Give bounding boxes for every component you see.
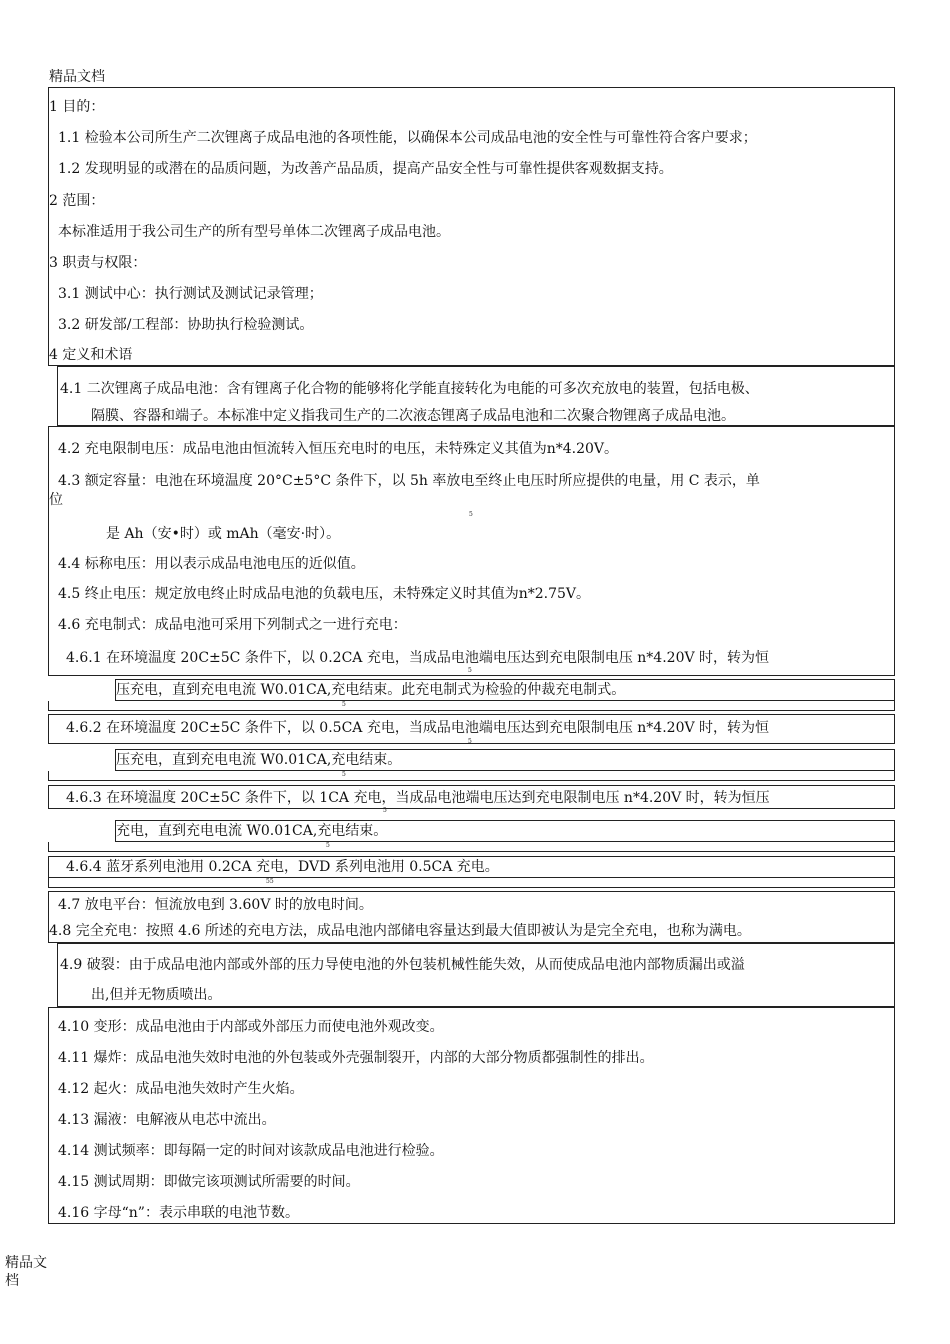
page-marker: 5 xyxy=(383,807,387,814)
def-4-9-line1: 4.9 破裂：由于成品电池内部或外部的压力导使电池的外包装机械性能失效，从而使成品电池内部物质漏出或溢 xyxy=(60,957,745,973)
page-marker: 5 xyxy=(468,738,472,745)
def-4-2: 4.2 充电限制电压：成品电池由恒流转入恒压充电时的电压，未特殊定义其值为n*4.20V。 xyxy=(58,441,619,457)
definition-box-4-1 xyxy=(57,366,895,426)
para-1-1: 1.1 检验本公司所生产二次锂离子成品电池的各项性能，以确保本公司成品电池的安全性与可靠性符合客户要求； xyxy=(58,130,757,146)
definition-box-4-10-to-4-16 xyxy=(48,1007,895,1224)
section-box-purpose-scope xyxy=(48,87,895,366)
page-marker: 5 xyxy=(326,842,330,849)
def-4-4: 4.4 标称电压：用以表示成品电池电压的近似值。 xyxy=(58,556,365,572)
def-4-6-3-line2: 充电，直到充电电流 W0.01CA,充电结束。 xyxy=(116,823,388,839)
page-marker: 5 xyxy=(342,701,346,708)
section-3-title: 3 职责与权限： xyxy=(49,255,147,271)
def-4-9-line2: 出,但并无物质喷出。 xyxy=(91,987,222,1003)
def-4-6-4-box xyxy=(48,856,895,878)
def-4-1-line2: 隔膜、容器和端子。本标准中定义指我司生产的二次液态锂离子成品电池和二次聚合物锂离子成品电池。 xyxy=(91,408,735,424)
page-footer-line1: 精品文 xyxy=(5,1255,47,1271)
def-4-14: 4.14 测试频率：即每隔一定的时间对该款成品电池进行检验。 xyxy=(58,1143,444,1159)
page-marker: 5 xyxy=(469,511,473,518)
def-4-12: 4.12 起火：成品电池失效时产生火焰。 xyxy=(58,1081,304,1097)
def-4-6-2-continuation-box xyxy=(115,749,895,771)
para-3-2: 3.2 研发部/工程部：协助执行检验测试。 xyxy=(58,317,314,333)
def-4-7: 4.7 放电平台：恒流放电到 3.60V 时的放电时间。 xyxy=(58,897,373,913)
def-4-15: 4.15 测试周期：即做完该项测试所需要的时间。 xyxy=(58,1174,360,1190)
section-4-title: 4 定义和术语 xyxy=(49,347,133,363)
def-4-6-4: 4.6.4 蓝牙系列电池用 0.2CA 充电，DVD 系列电池用 0.5CA 充电。 xyxy=(66,859,499,875)
page-marker: 5 xyxy=(468,667,472,674)
definition-box-4-2-to-4-6 xyxy=(48,426,895,676)
def-4-11: 4.11 爆炸：成品电池失效时电池的外包装或外壳强制裂开，内部的大部分物质都强制性的排出。 xyxy=(58,1050,654,1066)
def-4-3-line1: 4.3 额定容量：电池在环境温度 20°C±5°C 条件下，以 5h 率放电至终止电压时所应提供的电量，用 C 表示，单 xyxy=(58,473,760,489)
def-4-6-2-line1: 4.6.2 在环境温度 20C±5C 条件下，以 0.5CA 充电，当成品电池端电压达到充电限制电压 n*4.20V 时，转为恒 xyxy=(66,720,770,736)
page-footer-line2: 档 xyxy=(5,1273,19,1289)
divider-box xyxy=(48,771,895,781)
def-4-5: 4.5 终止电压：规定放电终止时成品电池的负载电压，未特殊定义时其值为n*2.75V。 xyxy=(58,586,591,602)
para-3-1: 3.1 测试中心：执行测试及测试记录管理； xyxy=(58,286,323,302)
definition-box-4-7-4-8 xyxy=(48,891,895,943)
page-marker: 5 xyxy=(342,771,346,778)
def-4-3-line3: 是 Ah（安•时）或 mAh（毫安·时）。 xyxy=(106,526,341,542)
section-2-title: 2 范围： xyxy=(49,193,105,209)
def-4-6: 4.6 充电制式：成品电池可采用下列制式之一进行充电： xyxy=(58,617,407,633)
page-header: 精品文档 xyxy=(49,69,105,85)
def-4-3-line2: 位 xyxy=(49,492,63,508)
definition-box-4-9 xyxy=(57,943,895,1007)
para-1-2: 1.2 发现明显的或潜在的品质问题，为改善产品品质，提高产品安全性与可靠性提供客观数据支持。 xyxy=(58,161,673,177)
def-4-10: 4.10 变形：成品电池由于内部或外部压力而使电池外观改变。 xyxy=(58,1019,444,1035)
def-4-16: 4.16 字母“n”：表示串联的电池节数。 xyxy=(58,1205,299,1221)
def-4-6-2-line2: 压充电，直到充电电流 W0.01CA,充电结束。 xyxy=(116,752,402,768)
divider-box xyxy=(48,701,895,711)
def-4-6-3-continuation-box xyxy=(115,820,895,842)
def-4-6-1-continuation-box xyxy=(115,679,895,701)
def-4-6-1-line1: 4.6.1 在环境温度 20C±5C 条件下，以 0.2CA 充电，当成品电池端电压达到充电限制电压 n*4.20V 时，转为恒 xyxy=(66,650,770,666)
def-4-8: 4.8 完全充电：按照 4.6 所述的充电方法，成品电池内部储电容量达到最大值即被认为是完全充电，也称为满电。 xyxy=(49,923,751,939)
section-1-title: 1 目的： xyxy=(49,99,105,115)
def-4-1-line1: 4.1 二次锂离子成品电池：含有锂离子化合物的能够将化学能直接转化为电能的可多次充放电的装置，包括电极、 xyxy=(60,381,759,397)
divider-box xyxy=(48,842,895,852)
divider-box xyxy=(48,878,895,888)
def-4-6-3-box xyxy=(48,785,895,809)
def-4-6-3-line1: 4.6.3 在环境温度 20C±5C 条件下，以 1CA 充电，当成品电池端电压达到充电限制电压 n*4.20V 时，转为恒压 xyxy=(66,790,770,806)
def-4-6-1-line2: 压充电，直到充电电流 W0.01CA,充电结束。此充电制式为检验的仲裁充电制式。 xyxy=(116,682,626,698)
def-4-13: 4.13 漏液：电解液从电芯中流出。 xyxy=(58,1112,276,1128)
para-2-1: 本标准适用于我公司生产的所有型号单体二次锂离子成品电池。 xyxy=(58,224,450,240)
page-marker-double: 55 xyxy=(266,878,274,885)
